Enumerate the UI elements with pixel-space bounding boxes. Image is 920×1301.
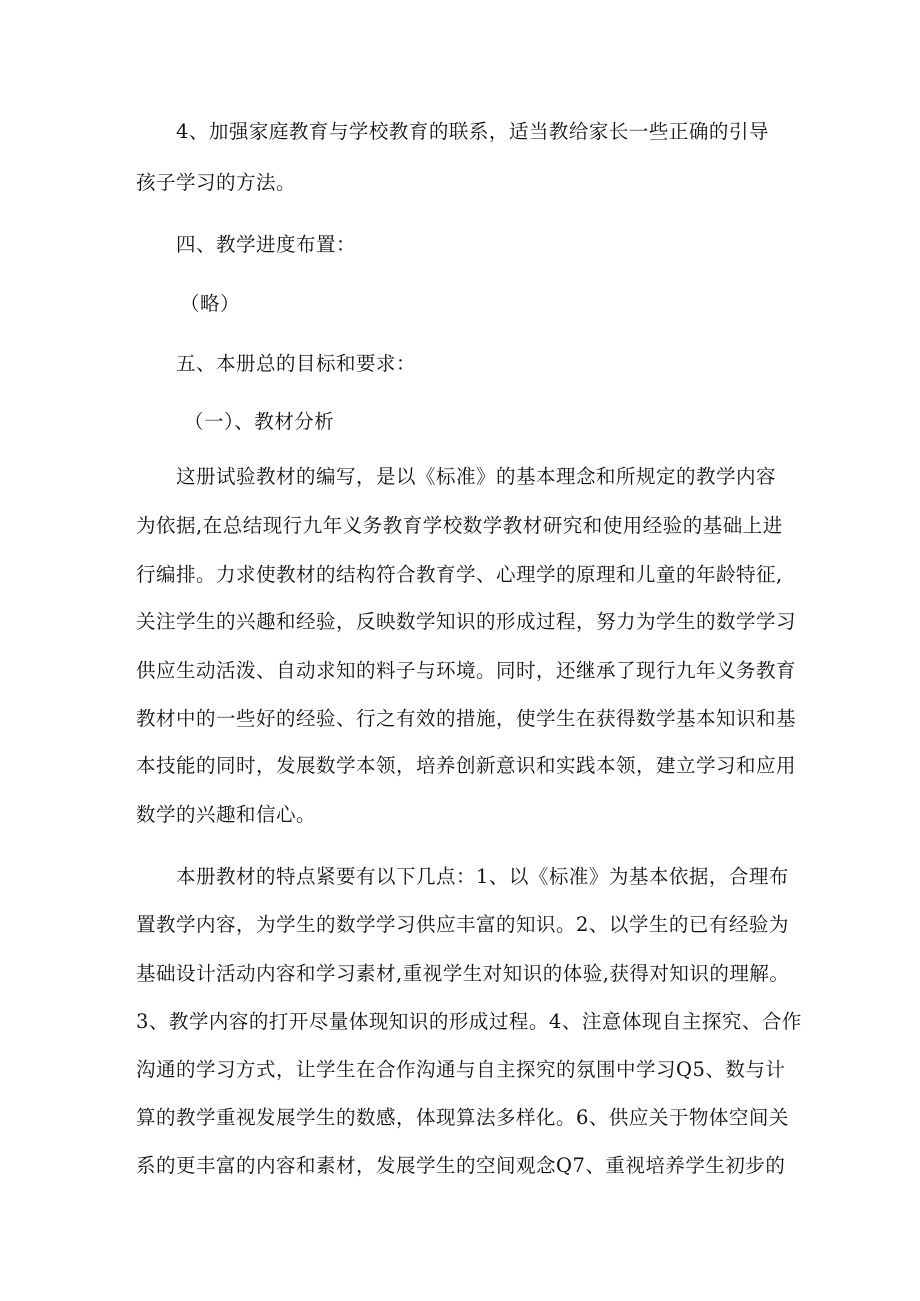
paragraph2-line: 算的教学重视发展学生的数感，体现算法多样化。6、供应关于物体空间关: [136, 1106, 789, 1129]
section4-content: （略）: [180, 292, 241, 315]
paragraph2-line: 3、教学内容的打开尽量体现知识的形成过程。4、注意体现自主探究、合作: [136, 1010, 802, 1033]
paragraph1-line: 教材中的一些好的经验、行之有效的措施，使学生在获得数学基本知识和基: [136, 707, 797, 730]
subsection1-heading: （一）、教材分析: [184, 410, 335, 433]
paragraph1-line: 供应生动活泼、自动求知的料子与环境。同时，还继承了现行九年义务教育: [136, 659, 797, 682]
paragraph2-line: 系的更丰富的内容和素材，发展学生的空间观念Q7、重视培养学生初步的: [136, 1154, 786, 1177]
item4-line2: 孩子学习的方法。: [136, 171, 297, 194]
paragraph2-line: 置教学内容，为学生的数学学习供应丰富的知识。2、以学生的已有经验为: [136, 913, 789, 936]
section5-heading: 五、本册总的目标和要求：: [176, 352, 417, 375]
paragraph1-line: 关注学生的兴趣和经验，反映数学知识的形成过程，努力为学生的数学学习: [136, 610, 797, 633]
paragraph2-line: 沟通的学习方式，让学生在合作沟通与自主探究的氛围中学习Q5、数与计: [136, 1058, 786, 1081]
paragraph2-line: 基础设计活动内容和学习素材,重视学生对知识的体验,获得对知识的理解。: [136, 962, 790, 985]
paragraph1-line: 为依据,在总结现行九年义务教育学校数学教材研究和使用经验的基础上进: [136, 514, 783, 537]
item4-line1: 4、加强家庭教育与学校教育的联系，适当教给家长一些正确的引导: [176, 120, 769, 143]
paragraph1-line: 数学的兴趣和信心。: [136, 803, 317, 826]
paragraph1-line: 本技能的同时，发展数学本领，培养创新意识和实践本领，建立学习和应用: [136, 754, 797, 777]
paragraph2-line: 本册教材的特点紧要有以下几点：1、以《标准》为基本依据，合理布: [176, 865, 789, 888]
section4-heading: 四、教学进度布置：: [176, 233, 357, 256]
paragraph1-line: 这册试验教材的编写，是以《标准》的基本理念和所规定的教学内容: [176, 465, 777, 488]
paragraph1-line: 行编排。力求使教材的结构符合教育学、心理学的原理和儿童的年龄特征,: [136, 563, 783, 586]
